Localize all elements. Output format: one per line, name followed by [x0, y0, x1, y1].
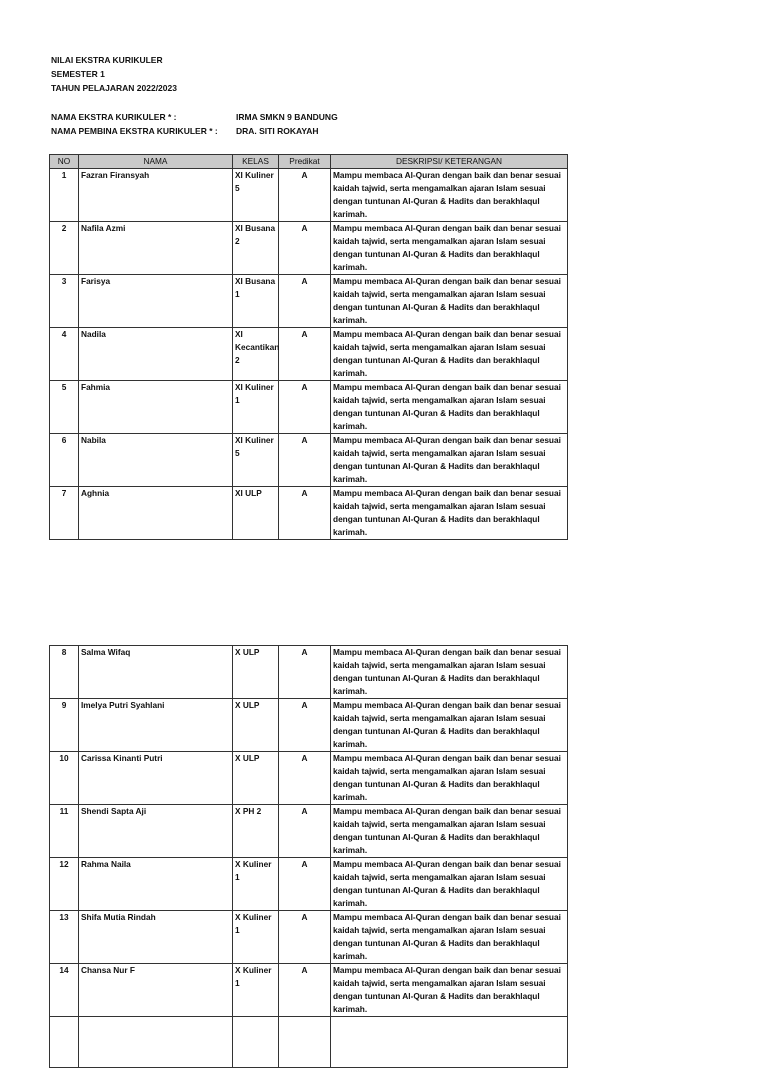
student-name: Imelya Putri Syahlani [79, 699, 233, 752]
grades-table-2 [49, 645, 568, 1068]
description-text: Mampu membaca Al-Quran dengan baik dan benar sesuai kaidah tajwid, serta mengamalkan ajaran Islam sesuai dengan tuntunan Al-Quran & Hadits dan berakhlaqul karimah. [331, 805, 568, 858]
row-number: 4 [50, 328, 79, 381]
student-name: Farisya [79, 275, 233, 328]
table-row [50, 434, 568, 487]
ekskul-value: IRMA SMKN 9 BANDUNG [236, 112, 338, 122]
table-row [50, 487, 568, 540]
student-name: Shifa Mutia Rindah [79, 911, 233, 964]
table-row [50, 1017, 568, 1068]
student-class: X Kuliner 1 [233, 964, 279, 1017]
student-name: Fahmia [79, 381, 233, 434]
row-number: 7 [50, 487, 79, 540]
row-number: 13 [50, 911, 79, 964]
row-number: 8 [50, 646, 79, 699]
col-header-no: NO [50, 155, 79, 169]
col-header-predikat: Predikat [279, 155, 331, 169]
predikat-grade: A [279, 964, 331, 1017]
report-semester: SEMESTER 1 [51, 69, 105, 79]
student-class: X Kuliner 1 [233, 858, 279, 911]
student-name: Salma Wifaq [79, 646, 233, 699]
row-number: 10 [50, 752, 79, 805]
description-text: Mampu membaca Al-Quran dengan baik dan benar sesuai kaidah tajwid, serta mengamalkan ajaran Islam sesuai dengan tuntunan Al-Quran & Hadits dan berakhlaqul karimah. [331, 752, 568, 805]
description-text: Mampu membaca Al-Quran dengan baik dan benar sesuai kaidah tajwid, serta mengamalkan ajaran Islam sesuai dengan tuntunan Al-Quran & Hadits dan berakhlaqul karimah. [331, 434, 568, 487]
description-text: Mampu membaca Al-Quran dengan baik dan benar sesuai kaidah tajwid, serta mengamalkan ajaran Islam sesuai dengan tuntunan Al-Quran & Hadits dan berakhlaqul karimah. [331, 169, 568, 222]
predikat-grade: A [279, 328, 331, 381]
student-class: X ULP [233, 752, 279, 805]
report-year: TAHUN PELAJARAN 2022/2023 [51, 83, 177, 93]
description-text: Mampu membaca Al-Quran dengan baik dan benar sesuai kaidah tajwid, serta mengamalkan ajaran Islam sesuai dengan tuntunan Al-Quran & Hadits dan berakhlaqul karimah. [331, 275, 568, 328]
description-text: Mampu membaca Al-Quran dengan baik dan benar sesuai kaidah tajwid, serta mengamalkan ajaran Islam sesuai dengan tuntunan Al-Quran & Hadits dan berakhlaqul karimah. [331, 328, 568, 381]
table-row [50, 381, 568, 434]
table-header-row [50, 155, 568, 169]
student-name [79, 1017, 233, 1068]
row-number: 1 [50, 169, 79, 222]
table-body-2 [50, 646, 568, 1068]
predikat-grade: A [279, 752, 331, 805]
predikat-grade: A [279, 434, 331, 487]
description-text: Mampu membaca Al-Quran dengan baik dan benar sesuai kaidah tajwid, serta mengamalkan ajaran Islam sesuai dengan tuntunan Al-Quran & Hadits dan berakhlaqul karimah. [331, 222, 568, 275]
student-name: Chansa Nur F [79, 964, 233, 1017]
row-number: 5 [50, 381, 79, 434]
row-number: 11 [50, 805, 79, 858]
predikat-grade: A [279, 169, 331, 222]
col-header-deskripsi: DESKRIPSI/ KETERANGAN [331, 155, 568, 169]
student-class: XI Busana 2 [233, 222, 279, 275]
row-number: 6 [50, 434, 79, 487]
table-row [50, 964, 568, 1017]
row-number: 14 [50, 964, 79, 1017]
grades-table-1 [49, 154, 568, 540]
description-text: Mampu membaca Al-Quran dengan baik dan benar sesuai kaidah tajwid, serta mengamalkan ajaran Islam sesuai dengan tuntunan Al-Quran & Hadits dan berakhlaqul karimah. [331, 858, 568, 911]
description-text: Mampu membaca Al-Quran dengan baik dan benar sesuai kaidah tajwid, serta mengamalkan ajaran Islam sesuai dengan tuntunan Al-Quran & Hadits dan berakhlaqul karimah. [331, 699, 568, 752]
predikat-grade: A [279, 699, 331, 752]
row-number: 12 [50, 858, 79, 911]
col-header-kelas: KELAS [233, 155, 279, 169]
predikat-grade: A [279, 858, 331, 911]
pembina-value: DRA. SITI ROKAYAH [236, 126, 319, 136]
predikat-grade: A [279, 487, 331, 540]
ekskul-label: NAMA EKSTRA KURIKULER * : [51, 112, 177, 122]
predikat-grade: A [279, 911, 331, 964]
table-row [50, 805, 568, 858]
description-text: Mampu membaca Al-Quran dengan baik dan benar sesuai kaidah tajwid, serta mengamalkan ajaran Islam sesuai dengan tuntunan Al-Quran & Hadits dan berakhlaqul karimah. [331, 487, 568, 540]
student-class: XI Busana 1 [233, 275, 279, 328]
predikat-grade: A [279, 646, 331, 699]
student-class: X PH 2 [233, 805, 279, 858]
row-number: 2 [50, 222, 79, 275]
student-name: Nabila [79, 434, 233, 487]
row-number [50, 1017, 79, 1068]
report-title: NILAI EKSTRA KURIKULER [51, 55, 163, 65]
student-class: X ULP [233, 699, 279, 752]
predikat-grade: A [279, 222, 331, 275]
description-text: Mampu membaca Al-Quran dengan baik dan benar sesuai kaidah tajwid, serta mengamalkan ajaran Islam sesuai dengan tuntunan Al-Quran & Hadits dan berakhlaqul karimah. [331, 964, 568, 1017]
student-class [233, 1017, 279, 1068]
student-name: Carissa Kinanti Putri [79, 752, 233, 805]
description-text: Mampu membaca Al-Quran dengan baik dan benar sesuai kaidah tajwid, serta mengamalkan ajaran Islam sesuai dengan tuntunan Al-Quran & Hadits dan berakhlaqul karimah. [331, 646, 568, 699]
table-row [50, 328, 568, 381]
col-header-nama: NAMA [79, 155, 233, 169]
description-text: Mampu membaca Al-Quran dengan baik dan benar sesuai kaidah tajwid, serta mengamalkan ajaran Islam sesuai dengan tuntunan Al-Quran & Hadits dan berakhlaqul karimah. [331, 381, 568, 434]
student-name: Rahma Naila [79, 858, 233, 911]
student-name: Aghnia [79, 487, 233, 540]
student-name: Nadila [79, 328, 233, 381]
table-row [50, 911, 568, 964]
predikat-grade: A [279, 805, 331, 858]
row-number: 3 [50, 275, 79, 328]
student-class: XI Kuliner 1 [233, 381, 279, 434]
table-row [50, 222, 568, 275]
ekskul-info [51, 110, 338, 124]
student-name: Nafila Azmi [79, 222, 233, 275]
student-class: X ULP [233, 646, 279, 699]
table-row [50, 752, 568, 805]
student-name: Shendi Sapta Aji [79, 805, 233, 858]
table-row [50, 858, 568, 911]
student-name: Fazran Firansyah [79, 169, 233, 222]
student-class: XI Kuliner 5 [233, 434, 279, 487]
student-class: XI ULP [233, 487, 279, 540]
row-number: 9 [50, 699, 79, 752]
student-class: XI Kuliner 5 [233, 169, 279, 222]
student-class: X Kuliner 1 [233, 911, 279, 964]
pembina-label: NAMA PEMBINA EKSTRA KURIKULER * : [51, 126, 218, 136]
predikat-grade: A [279, 275, 331, 328]
table-row [50, 699, 568, 752]
table-row [50, 646, 568, 699]
table-body-1 [50, 169, 568, 540]
description-text [331, 1017, 568, 1068]
description-text: Mampu membaca Al-Quran dengan baik dan benar sesuai kaidah tajwid, serta mengamalkan ajaran Islam sesuai dengan tuntunan Al-Quran & Hadits dan berakhlaqul karimah. [331, 911, 568, 964]
predikat-grade: A [279, 381, 331, 434]
table-row [50, 275, 568, 328]
student-class: XI Kecantikan 2 [233, 328, 279, 381]
pembina-info [51, 124, 319, 138]
predikat-grade [279, 1017, 331, 1068]
table-row [50, 169, 568, 222]
